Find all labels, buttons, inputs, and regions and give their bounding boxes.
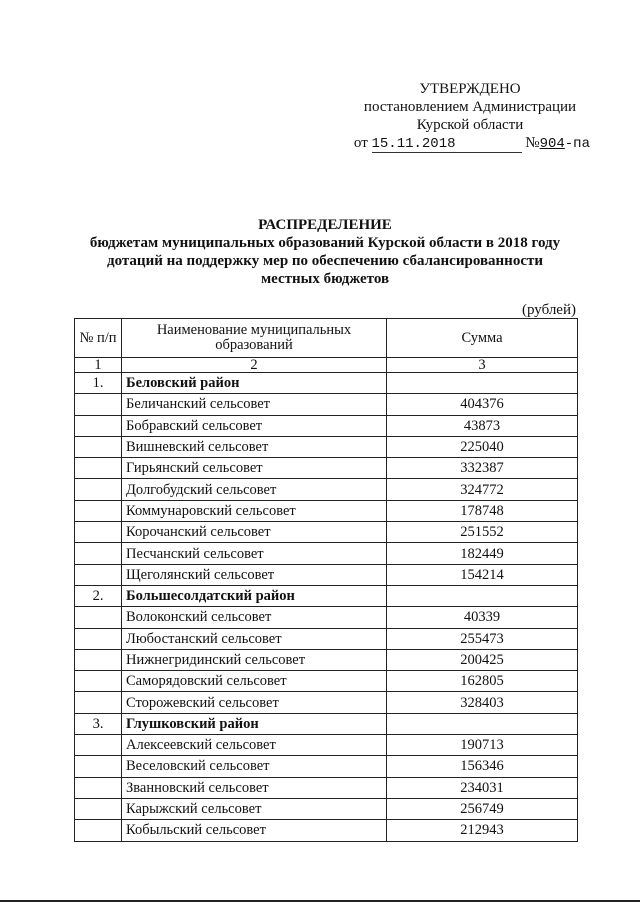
- row-number: [75, 607, 122, 628]
- from-label: от: [353, 135, 368, 151]
- row-number: 2.: [75, 585, 122, 606]
- row-name: Вишневский сельсовет: [122, 436, 387, 457]
- row-number: [75, 777, 122, 798]
- row-number: 1.: [75, 373, 122, 394]
- row-name: Кобыльский сельсовет: [122, 820, 387, 841]
- table-row: [75, 564, 578, 585]
- header-sum: Сумма: [387, 319, 578, 358]
- title-line-2: бюджетам муниципальных образований Курской области в 2018 году: [89, 235, 561, 251]
- row-number: [75, 394, 122, 415]
- row-number: 3.: [75, 713, 122, 734]
- row-name: Сторожевский сельсовет: [122, 692, 387, 713]
- table-row: [75, 458, 578, 479]
- row-sum: 332387: [387, 458, 578, 479]
- table-row: [75, 522, 578, 543]
- row-number: [75, 820, 122, 841]
- row-name: Беловский район: [122, 373, 387, 394]
- table-row: [75, 820, 578, 841]
- row-sum: 328403: [387, 692, 578, 713]
- unit-label: (рублей): [521, 302, 576, 318]
- row-sum: 404376: [387, 394, 578, 415]
- table-row: [75, 500, 578, 521]
- table-row: [75, 607, 578, 628]
- table-row: [75, 692, 578, 713]
- row-name: Саморядовский сельсовет: [122, 671, 387, 692]
- row-sum: 162805: [387, 671, 578, 692]
- row-name: Нижнегридинский сельсовет: [122, 649, 387, 670]
- row-sum: 212943: [387, 820, 578, 841]
- row-name: Долгобудский сельсовет: [122, 479, 387, 500]
- row-number: [75, 458, 122, 479]
- row-number: [75, 735, 122, 756]
- row-number: [75, 500, 122, 521]
- row-number: [75, 564, 122, 585]
- table-row: [75, 415, 578, 436]
- table-row: [75, 798, 578, 819]
- row-number: [75, 522, 122, 543]
- approval-line-1: постановлением Администрации: [363, 99, 577, 115]
- column-number: 3: [387, 358, 578, 373]
- row-name: Беличанский сельсовет: [122, 394, 387, 415]
- row-name: Карыжский сельсовет: [122, 798, 387, 819]
- table-row: [75, 479, 578, 500]
- approval-heading: УТВЕРЖДЕНО: [419, 81, 521, 97]
- row-name: Коммунаровский сельсовет: [122, 500, 387, 521]
- row-sum: 256749: [387, 798, 578, 819]
- row-name: Глушковский район: [122, 713, 387, 734]
- row-sum: [387, 585, 578, 606]
- row-number: [75, 628, 122, 649]
- page-edge-line: [0, 900, 640, 902]
- row-sum: [387, 373, 578, 394]
- row-name: Большесолдатский район: [122, 585, 387, 606]
- table-row: [75, 628, 578, 649]
- table-row: [75, 735, 578, 756]
- distribution-table: [74, 318, 578, 842]
- document-title: [60, 216, 590, 288]
- approval-date-value: 15.11.2018: [371, 136, 456, 152]
- row-sum: 251552: [387, 522, 578, 543]
- row-sum: 182449: [387, 543, 578, 564]
- row-number: [75, 692, 122, 713]
- row-name: Гирьянский сельсовет: [122, 458, 387, 479]
- row-sum: 40339: [387, 607, 578, 628]
- number-sign: №: [525, 135, 540, 151]
- row-sum: 225040: [387, 436, 578, 457]
- row-number: [75, 436, 122, 457]
- table-row: [75, 543, 578, 564]
- row-name: Алексеевский сельсовет: [122, 735, 387, 756]
- header-number: № п/п: [75, 319, 122, 358]
- row-sum: 190713: [387, 735, 578, 756]
- row-sum: 255473: [387, 628, 578, 649]
- row-number: [75, 671, 122, 692]
- row-sum: 234031: [387, 777, 578, 798]
- table-row: [75, 649, 578, 670]
- district-row: [75, 373, 578, 394]
- column-number-row: [75, 358, 578, 373]
- row-sum: 154214: [387, 564, 578, 585]
- row-name: Веселовский сельсовет: [122, 756, 387, 777]
- row-sum: 156346: [387, 756, 578, 777]
- title-line-3: дотаций на поддержку мер по обеспечению сбалансированности: [106, 253, 543, 269]
- row-sum: 324772: [387, 479, 578, 500]
- row-name: Любостанский сельсовет: [122, 628, 387, 649]
- row-sum: 178748: [387, 500, 578, 521]
- row-number: [75, 649, 122, 670]
- district-row: [75, 585, 578, 606]
- approval-number: 904: [539, 136, 565, 152]
- title-line-1: РАСПРЕДЕЛЕНИЕ: [258, 217, 392, 233]
- column-number: 2: [122, 358, 387, 373]
- row-sum: [387, 713, 578, 734]
- approval-date: [372, 137, 522, 153]
- table-header-row: [75, 319, 578, 358]
- row-name: Щеголянский сельсовет: [122, 564, 387, 585]
- approval-stamp: [340, 80, 600, 153]
- row-name: Бобравский сельсовет: [122, 415, 387, 436]
- table-row: [75, 671, 578, 692]
- row-number: [75, 543, 122, 564]
- approval-line-2: Курской области: [416, 117, 524, 133]
- approval-number-suffix: -па: [564, 136, 590, 152]
- row-sum: 43873: [387, 415, 578, 436]
- column-number: 1: [75, 358, 122, 373]
- table-row: [75, 436, 578, 457]
- row-number: [75, 479, 122, 500]
- title-line-4: местных бюджетов: [260, 271, 390, 287]
- row-number: [75, 415, 122, 436]
- row-name: Корочанский сельсовет: [122, 522, 387, 543]
- row-name: Званновский сельсовет: [122, 777, 387, 798]
- row-sum: 200425: [387, 649, 578, 670]
- table-row: [75, 756, 578, 777]
- row-name: Волоконский сельсовет: [122, 607, 387, 628]
- row-number: [75, 756, 122, 777]
- approval-date-line: [340, 134, 600, 153]
- table-row: [75, 394, 578, 415]
- district-row: [75, 713, 578, 734]
- table-row: [75, 777, 578, 798]
- row-name: Песчанский сельсовет: [122, 543, 387, 564]
- row-number: [75, 798, 122, 819]
- header-name: Наименование муниципальных образований: [122, 319, 387, 358]
